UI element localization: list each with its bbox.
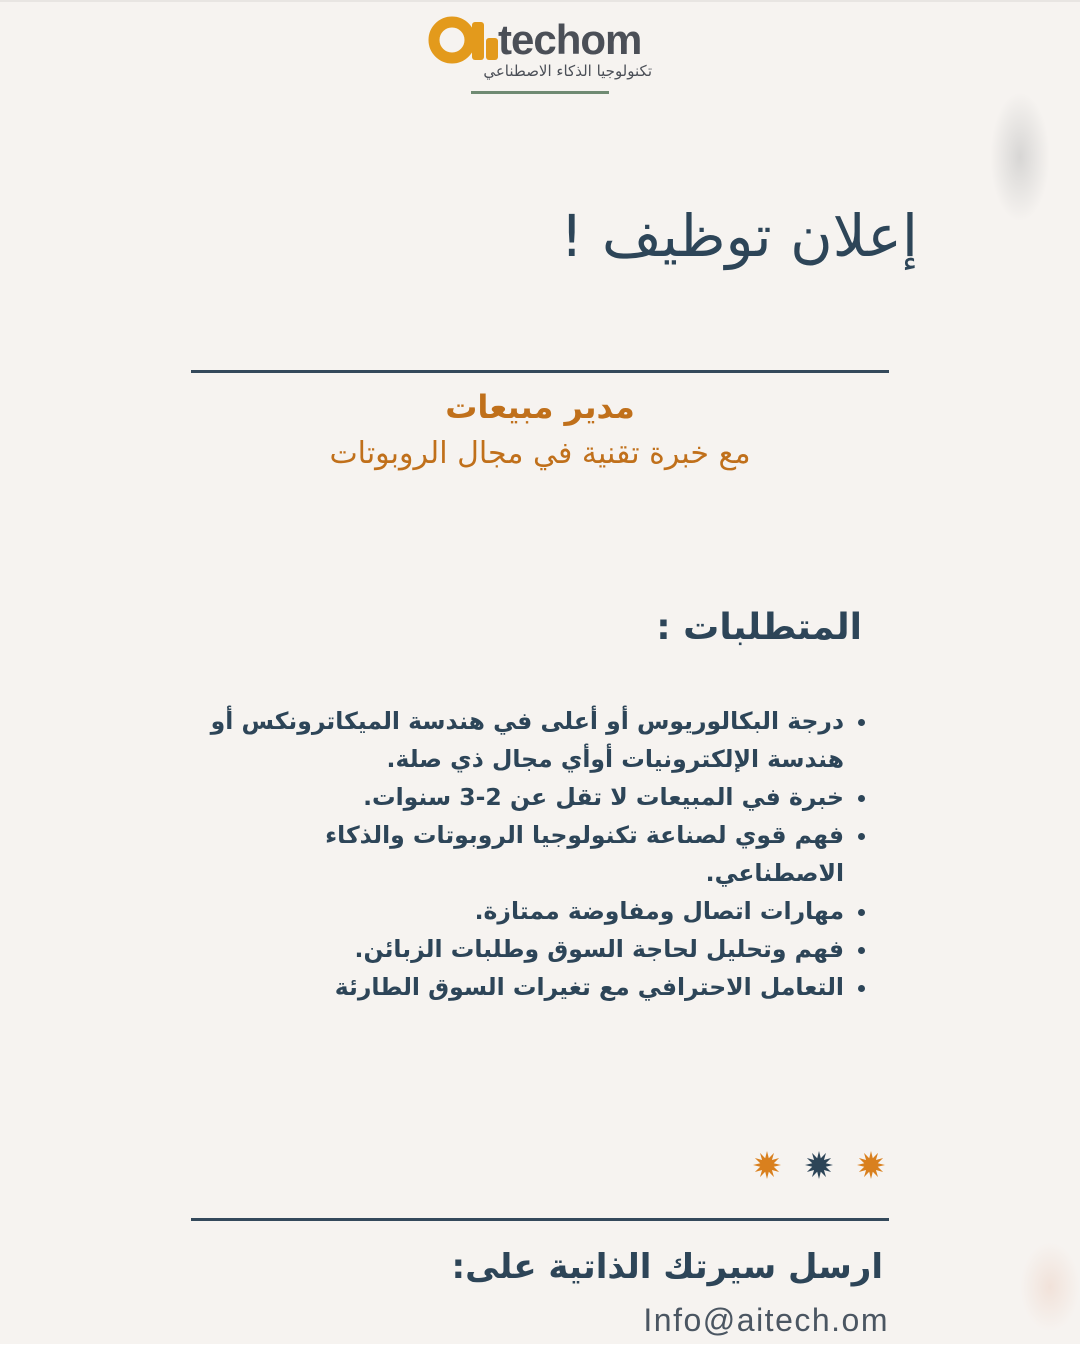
requirements-list xyxy=(204,702,870,1006)
divider-bottom xyxy=(191,1218,889,1221)
edge-shadow xyxy=(990,92,1050,222)
aitechom-logo xyxy=(420,8,670,88)
star-icon xyxy=(802,1148,836,1182)
job-subtitle: مع خبرة تقنية في مجال الروبوتات xyxy=(329,436,751,471)
logo-wordmark: techom xyxy=(498,16,642,63)
divider-top xyxy=(191,370,889,373)
requirement-item: • خبرة في المبيعات لا تقل عن 2-3 سنوات. xyxy=(204,778,844,816)
requirement-item: • مهارات اتصال ومفاوضة ممتازة. xyxy=(204,892,844,930)
star-icon xyxy=(750,1148,784,1182)
decorative-stars xyxy=(750,1148,890,1182)
contact-email[interactable]: Info@aitech.om xyxy=(643,1302,889,1338)
requirement-item: • فهم وتحليل لحاجة السوق وطلبات الزبائن. xyxy=(204,930,844,968)
announcement-title: إعلان توظيف ! xyxy=(560,202,918,270)
requirement-item: • درجة البكالوريوس أو أعلى في هندسة الميكاترونكس أو هندسة الإلكترونيات أوأي مجال ذي صلة. xyxy=(204,702,844,778)
requirement-item: • التعامل الاحترافي مع تغيرات السوق الطارئة xyxy=(204,968,844,1006)
requirements-heading: المتطلبات : xyxy=(656,607,862,648)
requirement-item: • فهم قوي لصناعة تكنولوجيا الروبوتات والذكاء الاصطناعي. xyxy=(204,816,844,892)
star-icon xyxy=(854,1148,888,1182)
logo-tagline: تكنولوجيا الذكاء الاصطناعي xyxy=(483,62,652,80)
cta-text: ارسل سيرتك الذاتية على: xyxy=(451,1247,883,1287)
logo-underline xyxy=(471,91,609,94)
ai-logo-icon xyxy=(428,14,502,64)
job-title: مدير مبيعات xyxy=(445,388,635,426)
edge-shadow-bottom xyxy=(1020,1242,1080,1332)
